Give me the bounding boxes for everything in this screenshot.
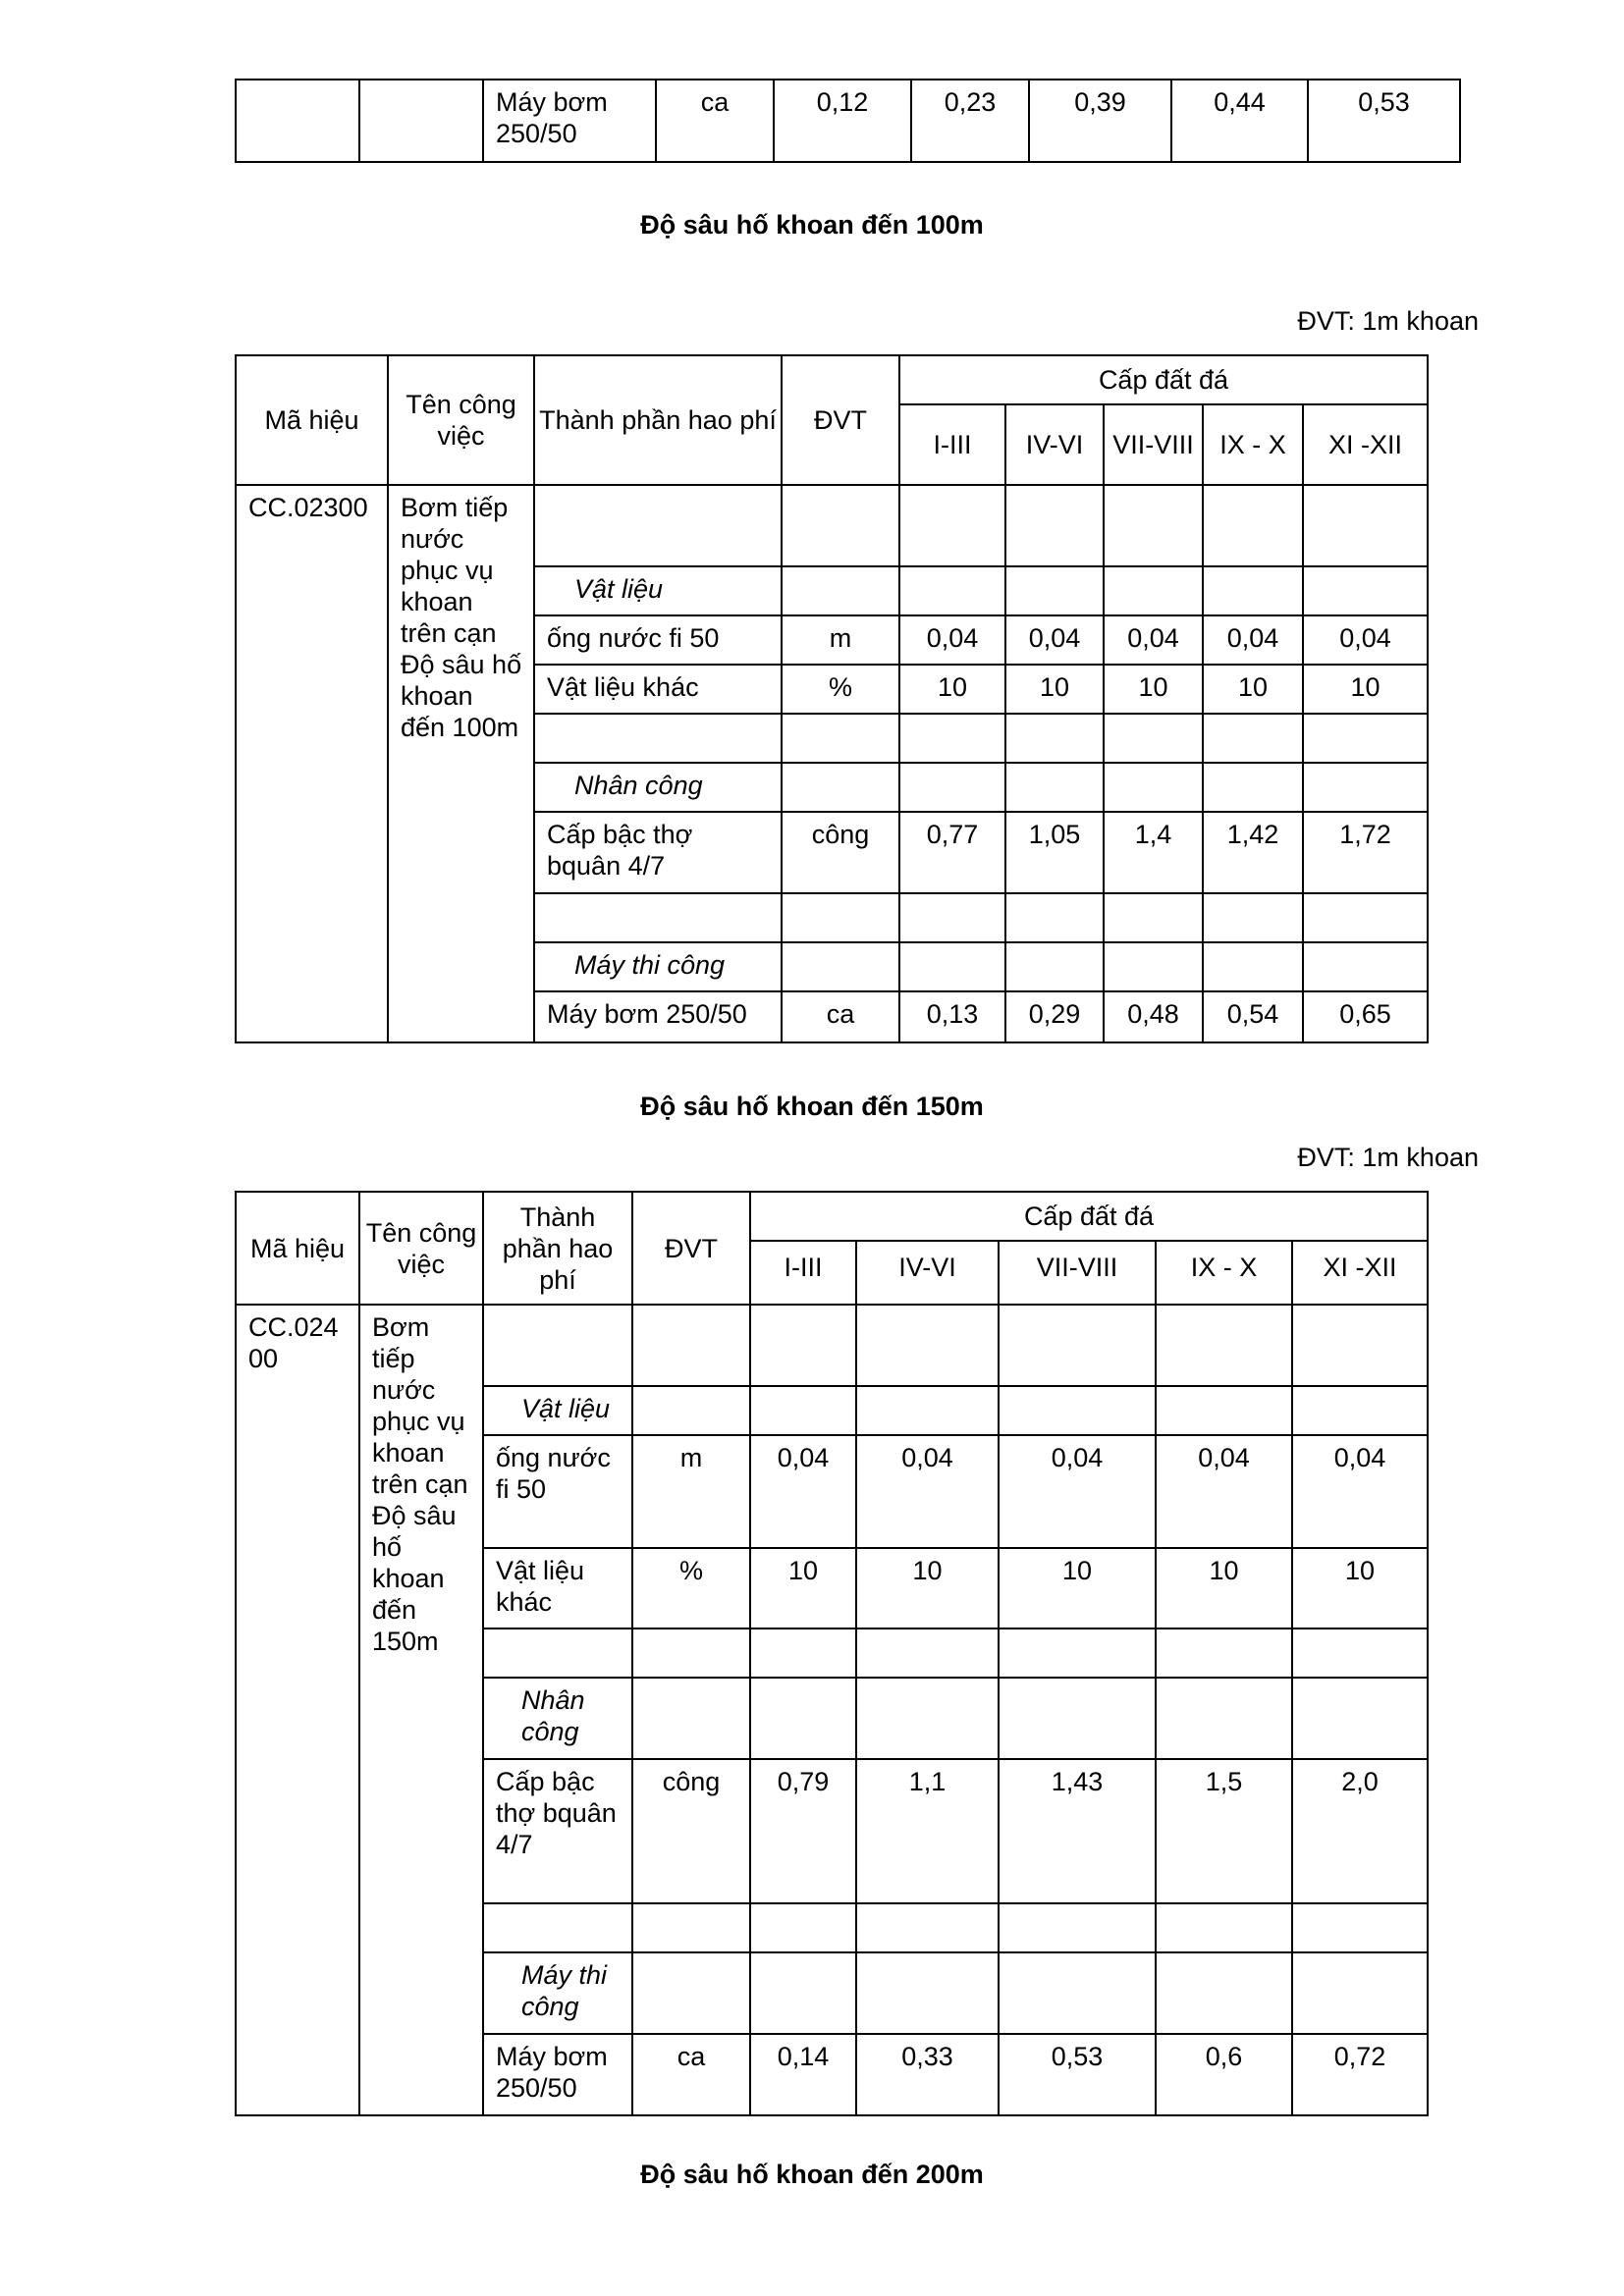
header-grade-item: IV-VI: [1005, 404, 1104, 485]
empty-cell: [782, 893, 899, 942]
empty-cell: [750, 1678, 856, 1759]
task-code: CC.02400: [236, 1305, 359, 2115]
row-unit: ca: [782, 991, 899, 1042]
row-name: ống nước fi 50: [534, 615, 782, 665]
empty-cell: [1005, 893, 1104, 942]
row-name: Máy bơm 250/50: [483, 80, 656, 162]
empty-cell: [632, 1678, 750, 1759]
empty-cell: [632, 1952, 750, 2034]
value-cell: 0,04: [1104, 615, 1203, 665]
group-machine: Máy thi công: [483, 1952, 632, 2034]
empty-cell: [1005, 566, 1104, 615]
row-name: Máy bơm 250/50: [483, 2034, 632, 2115]
value-cell: 10: [1303, 665, 1428, 714]
group-machine: Máy thi công: [534, 942, 782, 991]
value-cell: 0,04: [999, 1435, 1156, 1548]
value-cell: 1,5: [1156, 1759, 1292, 1903]
value-cell: 1,4: [1104, 812, 1203, 893]
value-cell: 0,04: [1005, 615, 1104, 665]
value-cell: 0,04: [899, 615, 1005, 665]
header-grade-item: VII-VIII: [999, 1241, 1156, 1305]
previous-table-fragment: [235, 79, 1461, 163]
unit-note: ĐVT: 1m khoan: [1297, 1143, 1479, 1172]
row-name: Cấp bậc thợ bquân 4/7: [534, 812, 782, 893]
unit-note: ĐVT: 1m khoan: [1297, 306, 1479, 336]
value-cell: 0,65: [1303, 991, 1428, 1042]
header-unit: ĐVT: [632, 1192, 750, 1305]
value-cell: 0,13: [899, 991, 1005, 1042]
empty-cell: [856, 1952, 999, 2034]
group-labor: Nhân công: [483, 1678, 632, 1759]
header-grade-item: VII-VIII: [1104, 404, 1203, 485]
value-cell: 0,54: [1203, 991, 1303, 1042]
empty-cell: [1203, 566, 1303, 615]
value-cell: 0,79: [750, 1759, 856, 1903]
empty-cell: [632, 1386, 750, 1435]
empty-cell: [1156, 1629, 1292, 1678]
task-name: Bơm tiếp nước phục vụ khoan trên cạn Độ sâu hố khoan đến 100m: [388, 485, 534, 1042]
value-cell: 0,48: [1104, 991, 1203, 1042]
empty-cell: [1156, 1952, 1292, 2034]
empty-cell: [1203, 942, 1303, 991]
header-task: Tên công việc: [359, 1192, 483, 1305]
section-title: Độ sâu hố khoan đến 100m: [640, 210, 984, 240]
empty-cell: [1303, 942, 1428, 991]
value-cell: 10: [1156, 1548, 1292, 1629]
empty-cell: [1104, 566, 1203, 615]
empty-cell: [1104, 763, 1203, 812]
value-cell: 0,53: [1308, 80, 1460, 162]
value-cell: 0,14: [750, 2034, 856, 2115]
empty-cell: [1156, 1903, 1292, 1952]
header-component: Thành phần hao phí: [534, 355, 782, 485]
empty-cell: [856, 1903, 999, 1952]
empty-cell: [1005, 485, 1104, 566]
value-cell: 10: [899, 665, 1005, 714]
empty-cell: [999, 1629, 1156, 1678]
empty-cell: [750, 1386, 856, 1435]
empty-cell: [782, 942, 899, 991]
empty-cell: [1292, 1678, 1428, 1759]
empty-cell: [1303, 763, 1428, 812]
empty-cell: [899, 763, 1005, 812]
empty-cell: [534, 485, 782, 566]
empty-cell: [1156, 1305, 1292, 1386]
empty-cell: [1203, 714, 1303, 763]
value-cell: 0,04: [1292, 1435, 1428, 1548]
empty-cell: [1292, 1629, 1428, 1678]
empty-cell: [782, 714, 899, 763]
header-component: Thành phần hao phí: [483, 1192, 632, 1305]
value-cell: 0,6: [1156, 2034, 1292, 2115]
row-name: Máy bơm 250/50: [534, 991, 782, 1042]
row-unit: %: [782, 665, 899, 714]
empty-cell: [856, 1386, 999, 1435]
empty-cell: [1292, 1903, 1428, 1952]
value-cell: 0,77: [899, 812, 1005, 893]
value-cell: 10: [1292, 1548, 1428, 1629]
norm-table-150m: [235, 1191, 1429, 2116]
empty-cell: [632, 1903, 750, 1952]
value-cell: 1,42: [1203, 812, 1303, 893]
value-cell: 0,04: [1156, 1435, 1292, 1548]
empty-cell: [856, 1305, 999, 1386]
empty-cell: [1005, 714, 1104, 763]
empty-cell: [1005, 942, 1104, 991]
header-grade-item: I-III: [899, 404, 1005, 485]
empty-cell: [899, 942, 1005, 991]
empty-cell: [1156, 1386, 1292, 1435]
row-unit: m: [782, 615, 899, 665]
task-name: Bơm tiếp nước phục vụ khoan trên cạn Độ sâu hố khoan đến 150m: [359, 1305, 483, 2115]
empty-cell: [1156, 1678, 1292, 1759]
empty-cell: [1203, 485, 1303, 566]
empty-cell: [899, 485, 1005, 566]
value-cell: 10: [1104, 665, 1203, 714]
empty-cell: [899, 714, 1005, 763]
value-cell: 1,1: [856, 1759, 999, 1903]
group-material: Vật liệu: [534, 566, 782, 615]
empty-cell: [483, 1305, 632, 1386]
value-cell: 0,44: [1171, 80, 1308, 162]
row-unit: công: [782, 812, 899, 893]
empty-cell: [782, 763, 899, 812]
empty-cell: [632, 1305, 750, 1386]
value-cell: 10: [856, 1548, 999, 1629]
value-cell: 10: [750, 1548, 856, 1629]
empty-cell: [999, 1903, 1156, 1952]
value-cell: 0,29: [1005, 991, 1104, 1042]
row-name: Cấp bậc thợ bquân 4/7: [483, 1759, 632, 1903]
empty-cell: [999, 1305, 1156, 1386]
section-title: Độ sâu hố khoan đến 200m: [640, 2160, 984, 2189]
empty-cell: [999, 1952, 1156, 2034]
empty-cell: [1203, 893, 1303, 942]
header-grade-item: IV-VI: [856, 1241, 999, 1305]
empty-cell: [1303, 566, 1428, 615]
empty-cell: [1303, 485, 1428, 566]
row-unit: ca: [632, 2034, 750, 2115]
empty-cell: [1104, 485, 1203, 566]
value-cell: 10: [1005, 665, 1104, 714]
header-grade: Cấp đất đá: [899, 355, 1428, 404]
header-grade-item: XI -XII: [1292, 1241, 1428, 1305]
value-cell: 0,23: [911, 80, 1029, 162]
group-labor: Nhân công: [534, 763, 782, 812]
value-cell: 1,43: [999, 1759, 1156, 1903]
header-grade-item: IX - X: [1156, 1241, 1292, 1305]
empty-cell: [236, 80, 359, 162]
header-task: Tên công việc: [388, 355, 534, 485]
value-cell: 1,05: [1005, 812, 1104, 893]
value-cell: 0,39: [1029, 80, 1171, 162]
empty-cell: [782, 566, 899, 615]
empty-cell: [1292, 1952, 1428, 2034]
empty-cell: [534, 714, 782, 763]
row-unit: m: [632, 1435, 750, 1548]
empty-cell: [1104, 714, 1203, 763]
empty-cell: [750, 1903, 856, 1952]
header-grade-item: XI -XII: [1303, 404, 1428, 485]
empty-cell: [483, 1629, 632, 1678]
empty-cell: [1292, 1386, 1428, 1435]
empty-cell: [1303, 714, 1428, 763]
empty-cell: [483, 1903, 632, 1952]
value-cell: 10: [999, 1548, 1156, 1629]
value-cell: 0,04: [1303, 615, 1428, 665]
row-unit: %: [632, 1548, 750, 1629]
empty-cell: [899, 566, 1005, 615]
empty-cell: [1203, 763, 1303, 812]
value-cell: 0,04: [856, 1435, 999, 1548]
row-name: Vật liệu khác: [483, 1548, 632, 1629]
empty-cell: [750, 1952, 856, 2034]
value-cell: 0,04: [750, 1435, 856, 1548]
value-cell: 2,0: [1292, 1759, 1428, 1903]
empty-cell: [1303, 893, 1428, 942]
norm-table-100m: [235, 354, 1429, 1043]
value-cell: 10: [1203, 665, 1303, 714]
row-unit: ca: [656, 80, 774, 162]
task-code: CC.02300: [236, 485, 388, 1042]
empty-cell: [899, 893, 1005, 942]
empty-cell: [1292, 1305, 1428, 1386]
value-cell: 0,12: [774, 80, 911, 162]
empty-cell: [750, 1629, 856, 1678]
group-material: Vật liệu: [483, 1386, 632, 1435]
empty-cell: [856, 1629, 999, 1678]
header-code: Mã hiệu: [236, 355, 388, 485]
header-grade: Cấp đất đá: [750, 1192, 1428, 1241]
header-grade-item: IX - X: [1203, 404, 1303, 485]
value-cell: 0,04: [1203, 615, 1303, 665]
section-title: Độ sâu hố khoan đến 150m: [640, 1092, 984, 1121]
row-name: ống nước fi 50: [483, 1435, 632, 1548]
empty-cell: [1005, 763, 1104, 812]
empty-cell: [1104, 942, 1203, 991]
empty-cell: [999, 1678, 1156, 1759]
header-grade-item: I-III: [750, 1241, 856, 1305]
value-cell: 1,72: [1303, 812, 1428, 893]
empty-cell: [359, 80, 483, 162]
empty-cell: [750, 1305, 856, 1386]
row-name: Vật liệu khác: [534, 665, 782, 714]
header-code: Mã hiệu: [236, 1192, 359, 1305]
empty-cell: [856, 1678, 999, 1759]
value-cell: 0,72: [1292, 2034, 1428, 2115]
empty-cell: [999, 1386, 1156, 1435]
empty-cell: [632, 1629, 750, 1678]
empty-cell: [534, 893, 782, 942]
row-unit: công: [632, 1759, 750, 1903]
empty-cell: [1104, 893, 1203, 942]
value-cell: 0,53: [999, 2034, 1156, 2115]
header-unit: ĐVT: [782, 355, 899, 485]
empty-cell: [782, 485, 899, 566]
value-cell: 0,33: [856, 2034, 999, 2115]
